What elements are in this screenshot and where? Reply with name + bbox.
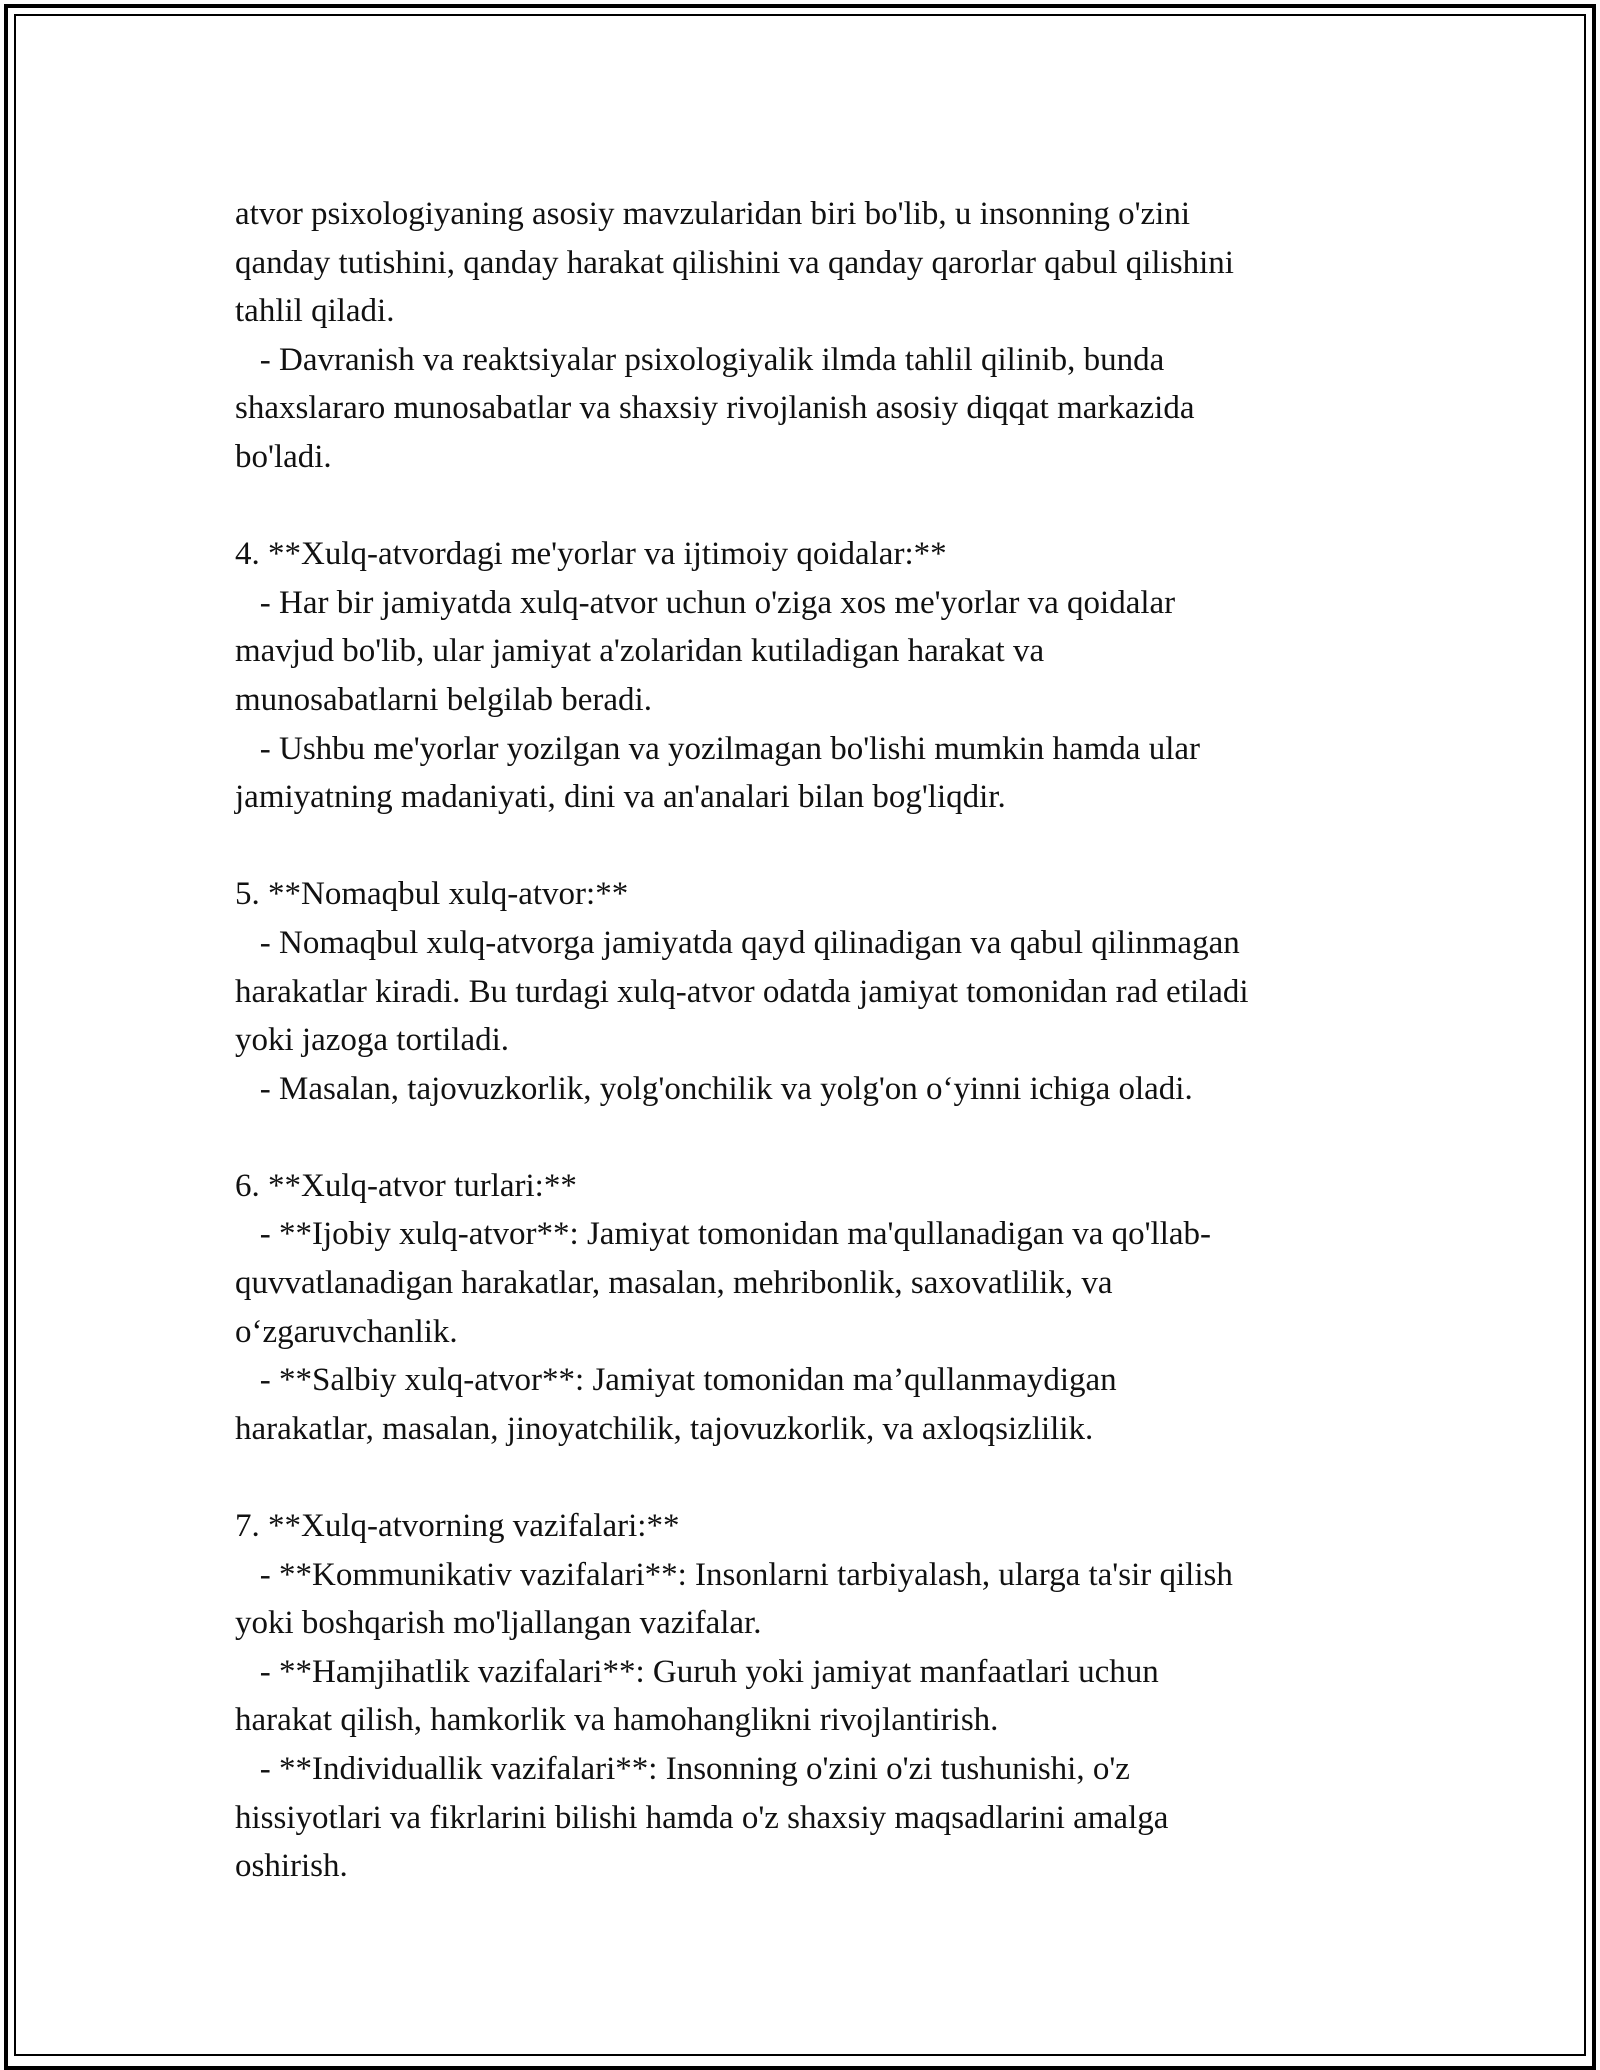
text-line: oshirish. bbox=[235, 1848, 348, 1885]
text-line: - **Salbiy xulq-atvor**: Jamiyat tomonidan ma’qullanmaydigan bbox=[235, 1362, 1117, 1399]
text-line: - Nomaqbul xulq-atvorga jamiyatda qayd qilinadigan va qabul qilinmagan bbox=[235, 924, 1240, 961]
text-line: o‘zgaruvchanlik. bbox=[235, 1313, 458, 1350]
text-line: shaxslararo munosabatlar va shaxsiy rivojlanish asosiy diqqat markazida bbox=[235, 390, 1195, 427]
text-line: yoki jazoga tortiladi. bbox=[235, 1022, 510, 1059]
text-line: harakatlar, masalan, jinoyatchilik, tajovuzkorlik, va axloqsizlilik. bbox=[235, 1410, 1094, 1447]
text-line: jamiyatning madaniyati, dini va an'analari bilan bog'liqdir. bbox=[235, 779, 1006, 816]
text-line: tahlil qiladi. bbox=[235, 293, 395, 330]
text-line: - **Kommunikativ vazifalari**: Insonlarni tarbiyalash, ularga ta'sir qilish bbox=[235, 1556, 1233, 1593]
text-line: - Har bir jamiyatda xulq-atvor uchun o'ziga xos me'yorlar va qoidalar bbox=[235, 584, 1176, 621]
text-line: munosabatlarni belgilab beradi. bbox=[235, 681, 652, 718]
text-line: - Masalan, tajovuzkorlik, yolg'onchilik va yolg'on o‘yinni ichiga oladi. bbox=[235, 1070, 1193, 1107]
text-line: mavjud bo'lib, ular jamiyat a'zolaridan kutiladigan harakat va bbox=[235, 633, 1045, 670]
text-line: - **Ijobiy xulq-atvor**: Jamiyat tomonidan ma'qullanadigan va qo'llab- bbox=[235, 1216, 1212, 1253]
text-line: quvvatlanadigan harakatlar, masalan, mehribonlik, saxovatlilik, va bbox=[235, 1265, 1113, 1302]
text-line: 6. **Xulq-atvor turlari:** bbox=[235, 1167, 577, 1204]
text-line: 5. **Nomaqbul xulq-atvor:** bbox=[235, 876, 629, 913]
text-line: atvor psixologiyaning asosiy mavzularidan biri bo'lib, u insonning o'zini bbox=[235, 196, 1191, 232]
text-line: - **Hamjihatlik vazifalari**: Guruh yoki jamiyat manfaatlari uchun bbox=[235, 1653, 1159, 1690]
text-line: qanday tutishini, qanday harakat qilishini va qanday qarorlar qabul qilishini bbox=[235, 244, 1234, 281]
blank-line bbox=[235, 822, 1385, 871]
text-line: - **Individuallik vazifalari**: Insonning o'zini o'zi tushunishi, o'z bbox=[235, 1751, 1130, 1787]
text-line: harakatlar kiradi. Bu turdagi xulq-atvor odatda jamiyat tomonidan rad etiladi bbox=[235, 973, 1249, 1010]
blank-line bbox=[235, 482, 1385, 531]
blank-line bbox=[235, 1113, 1385, 1162]
document-body bbox=[235, 190, 1385, 1891]
text-line: yoki boshqarish mo'ljallangan vazifalar. bbox=[235, 1605, 762, 1642]
text-line: - Davranish va reaktsiyalar psixologiyalik ilmda tahlil qilinib, bunda bbox=[235, 341, 1165, 378]
text-line: bo'ladi. bbox=[235, 438, 332, 475]
text-line: harakat qilish, hamkorlik va hamohanglikni rivojlantirish. bbox=[235, 1702, 999, 1739]
text-line: hissiyotlari va fikrlarini bilishi hamda o'z shaxsiy maqsadlarini amalga bbox=[235, 1799, 1169, 1836]
text-line: 4. **Xulq-atvordagi me'yorlar va ijtimoiy qoidalar:** bbox=[235, 536, 947, 573]
text-line: 7. **Xulq-atvorning vazifalari:** bbox=[235, 1508, 680, 1545]
blank-line bbox=[235, 1453, 1385, 1502]
text-line: - Ushbu me'yorlar yozilgan va yozilmagan bo'lishi mumkin hamda ular bbox=[235, 730, 1201, 767]
